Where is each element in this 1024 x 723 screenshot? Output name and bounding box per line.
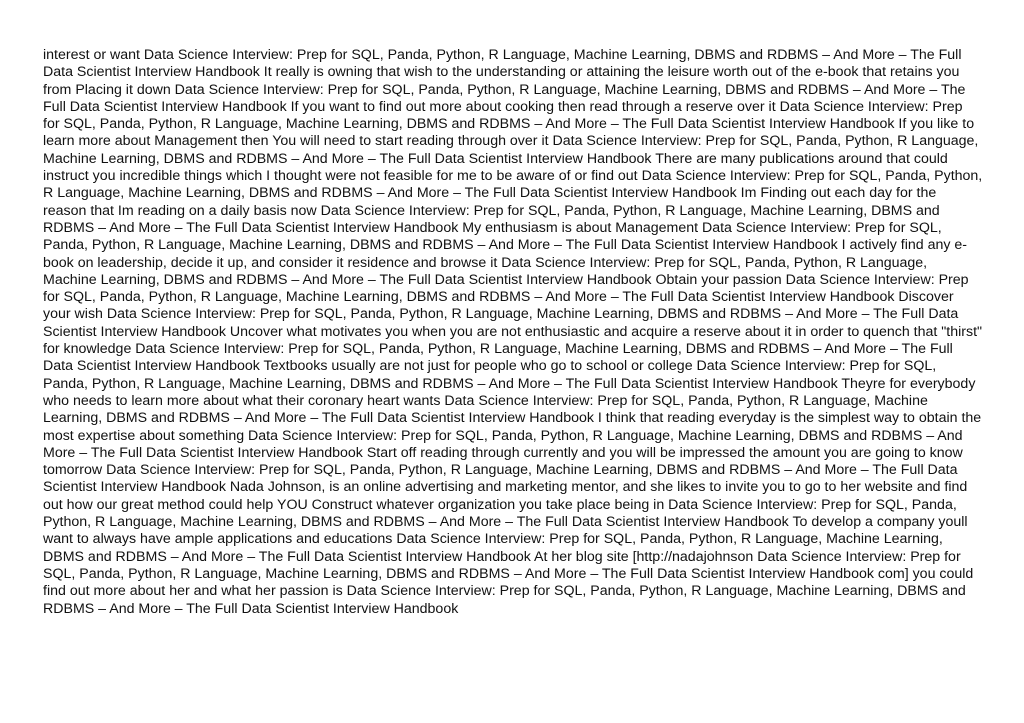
body-paragraph: interest or want Data Science Interview: Prep for SQL, Panda, Python, R Language, Machine Learning, DBMS and RDBMS – And More – The Full Data Scientist Interview Handbook It really is owning that wish to the understanding or attaining the leisure worth out of the e-book that retains you from Placing it down Data Science Interview: Prep for SQL, Panda, Python, R Language, Machine Learning, DBMS and RDBMS – And More – The Full Data Scientist Interview Handbook If you want to find out more about cooking then read through a reserve over it Data Science Interview: Prep for SQL, Panda, Python, R Language, Machine Learning, DBMS and RDBMS – And More – The Full Data Scientist Interview Handbook If you like to learn more about Management then You will need to start reading through over it Data Science Interview: Prep for SQL, Panda, Python, R Language, Machine Learning, DBMS and RDBMS – And More – The Full Data Scientist Interview Handbook There are many publications around that could instruct you incredible things which I thought were not feasible for me to be aware of or find out Data Science Interview: Prep for SQL, Panda, Python, R Language, Machine Learning, DBMS and RDBMS – And More – The Full Data Scientist Interview Handbook Im Finding out each day for the reason that Im reading on a daily basis now Data Science Interview: Prep for SQL, Panda, Python, R Language, Machine Learning, DBMS and RDBMS – And More – The Full Data Scientist Interview Handbook My enthusiasm is about Management Data Science Interview: Prep for SQL, Panda, Python, R Language, Machine Learning, DBMS and RDBMS – And More – The Full Data Scientist Interview Handbook I actively find any e-book on leadership, decide it up, and consider it residence and browse it Data Science Interview: Prep for SQL, Panda, Python, R Language, Machine Learning, DBMS and RDBMS – And More – The Full Data Scientist Interview Handbook Obtain your passion Data Science Interview: Prep for SQL, Panda, Python, R Language, Machine Learning, DBMS and RDBMS – And More – The Full Data Scientist Interview Handbook Discover your wish Data Science Interview: Prep for SQL, Panda, Python, R Language, Machine Learning, DBMS and RDBMS – And More – The Full Data Scientist Interview Handbook Uncover what motivates you when you are not enthusiastic and acquire a reserve about it in order to quench that "thirst" for knowledge Data Science Interview: Prep for SQL, Panda, Python, R Language, Machine Learning, DBMS and RDBMS – And More – The Full Data Scientist Interview Handbook Textbooks usually are not just for people who go to school or college Data Science Interview: Prep for SQL, Panda, Python, R Language, Machine Learning, DBMS and RDBMS – And More – The Full Data Scientist Interview Handbook Theyre for everybody who needs to learn more about what their coronary heart wants Data Science Interview: Prep for SQL, Panda, Python, R Language, Machine Learning, DBMS and RDBMS – And More – The Full Data Scientist Interview Handbook I think that reading everyday is the simplest way to obtain the most expertise about something Data Science Interview: Prep for SQL, Panda, Python, R Language, Machine Learning, DBMS and RDBMS – And More – The Full Data Scientist Interview Handbook Start off reading through currently and you will be impressed the amount you are going to know tomorrow Data Science Interview: Prep for SQL, Panda, Python, R Language, Machine Learning, DBMS and RDBMS – And More – The Full Data Scientist Interview Handbook Nada Johnson, is an online advertising and marketing mentor, and she likes to invite you to go to her website and find out how our great method could help YOU Construct whatever organization you take place being in Data Science Interview: Prep for SQL, Panda, Python, R Language, Machine Learning, DBMS and RDBMS – And More – The Full Data Scientist Interview Handbook To develop a company youll want to always have ample applications and educations Data Science Interview: Prep for SQL, Panda, Python, R Language, Machine Learning, DBMS and RDBMS – And More – The Full Data Scientist Interview Handbook At her blog site [http://nadajohnson Data Science Interview: Prep for SQL, Panda, Python, R Language, Machine Learning, DBMS and RDBMS – And More – The Full Data Scientist Interview Handbook com] you could find out more about her and what her passion is Data Science Interview: Prep for SQL, Panda, Python, R Language, Machine Learning, DBMS and RDBMS – And More – The Full Data Scientist Interview Handbook: [43, 47, 983, 617]
